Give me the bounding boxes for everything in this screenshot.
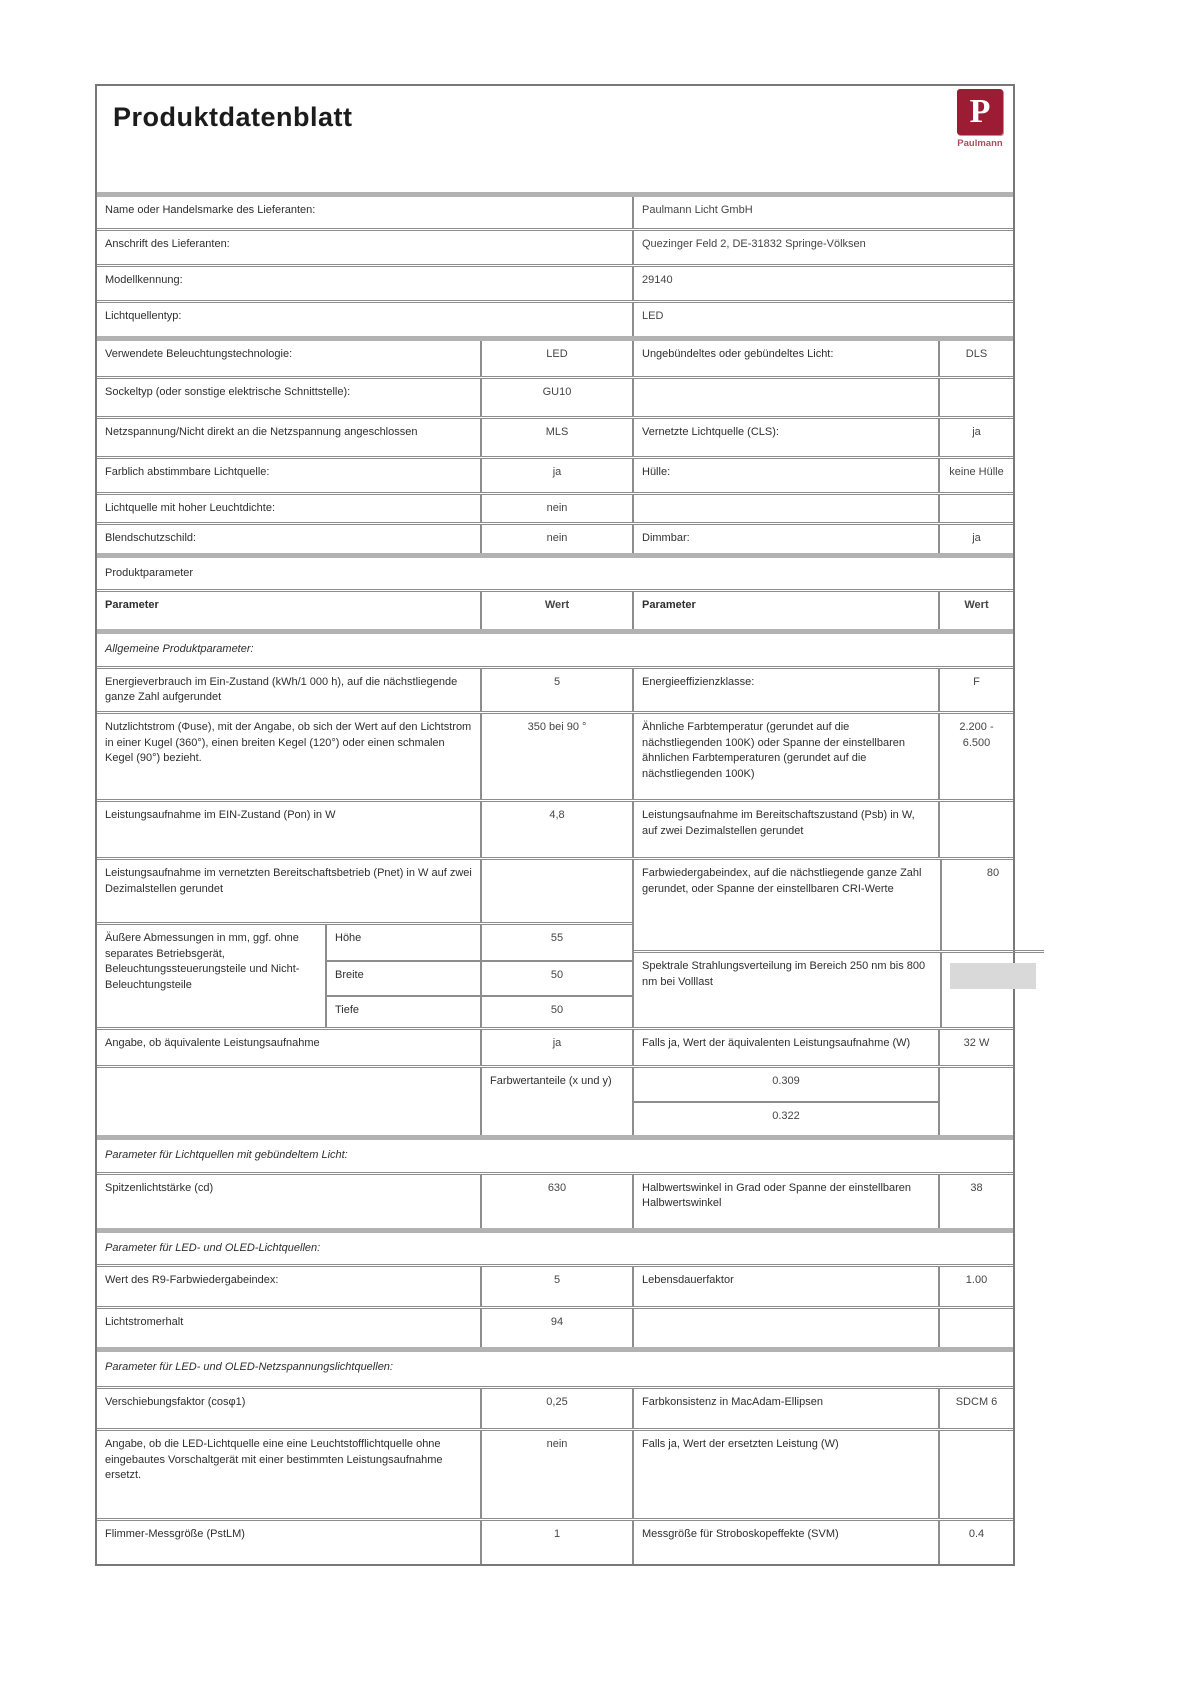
dimension-value: 55 — [480, 925, 632, 960]
field-label: Falls ja, Wert der ersetzten Leistung (W) — [632, 1431, 938, 1518]
field-value: MLS — [480, 419, 632, 456]
section-row — [97, 553, 1013, 589]
field-label: Halbwertswinkel in Grad oder Spanne der einstellbaren Halbwertswinkel — [632, 1175, 938, 1228]
field-value — [938, 495, 1013, 522]
field-label: Hülle: — [632, 459, 938, 492]
brand-name: Paulmann — [957, 138, 1003, 149]
field-value: 0.322 — [634, 1101, 938, 1136]
table-row — [97, 711, 1013, 799]
field-label: Modellkennung: — [105, 274, 183, 286]
field-label — [632, 379, 938, 416]
empty-cell — [97, 1068, 480, 1135]
section-header: Parameter für LED- und OLED-Netzspannungslichtquellen: — [105, 1361, 393, 1374]
paulmann-logo — [954, 89, 1006, 149]
field-value: 80 — [940, 860, 1044, 950]
field-label: Spektrale Strahlungsverteilung im Bereich 250 nm bis 800 nm bei Volllast — [642, 960, 926, 988]
field-label: Lichtquelle mit hoher Leuchtdichte: — [105, 502, 275, 514]
field-value: 94 — [480, 1309, 632, 1347]
field-label: Verschiebungsfaktor (cosφ1) — [105, 1396, 246, 1409]
chromaticity-values — [632, 1068, 938, 1135]
dimension-name: Breite — [325, 960, 480, 995]
section-row — [97, 1347, 1013, 1386]
table-row — [97, 456, 1013, 492]
field-value: 29140 — [632, 267, 1013, 300]
table-row — [97, 192, 1013, 228]
table-row — [97, 1518, 1013, 1564]
field-label: Leistungsaufnahme im Bereitschaftszustand (Psb) in W, auf zwei Dezimalstellen gerundet — [632, 802, 938, 857]
product-datasheet — [95, 84, 1015, 1566]
field-value: 630 — [480, 1175, 632, 1228]
table-row — [97, 228, 1013, 264]
band-left — [97, 860, 632, 1027]
field-label: Nutzlichtstrom (Φuse), mit der Angabe, ob sich der Wert auf den Lichtstrom in einer Kugel (360°), einen breiten Kegel (120°) oder einen schmalen Kegel (90°) bezieht. — [105, 721, 472, 765]
dimension-name: Tiefe — [325, 995, 480, 1027]
field-value: 32 W — [938, 1030, 1013, 1065]
dimension-value: 50 — [480, 960, 632, 995]
field-label: Vernetzte Lichtquelle (CLS): — [632, 419, 938, 456]
field-value: 5 — [480, 1267, 632, 1306]
field-value — [938, 1431, 1013, 1518]
field-label: Lebensdauerfaktor — [632, 1267, 938, 1306]
table-row — [97, 1264, 1013, 1306]
field-value: Paulmann Licht GmbH — [632, 197, 1013, 228]
field-label: Anschrift des Lieferanten: — [105, 238, 230, 250]
field-value: keine Hülle — [938, 459, 1013, 492]
field-value: nein — [480, 525, 632, 552]
field-label: Messgröße für Stroboskopeffekte (SVM) — [632, 1521, 938, 1564]
field-label: Äußere Abmessungen in mm, ggf. ohne separates Betriebsgerät, Beleuchtungssteuerungsteile und Nicht-Beleuchtungsteile — [105, 932, 300, 991]
field-value: 2.200 - 6.500 — [938, 714, 1013, 799]
dimensions-subtable — [97, 922, 632, 1027]
field-label: Farbwiedergabeindex, auf die nächstliegende ganze Zahl gerundet, oder Spanne der einstellbaren CRI-Werte — [642, 867, 922, 895]
field-label: Flimmer-Messgröße (PstLM) — [105, 1528, 245, 1541]
field-value: SDCM 6 — [938, 1389, 1013, 1428]
section-header: Parameter für Lichtquellen mit gebündeltem Licht: — [105, 1149, 348, 1162]
band-right — [632, 860, 1044, 1027]
column-header: Wert — [480, 592, 632, 629]
field-value: 4,8 — [480, 802, 632, 857]
field-value: 350 bei 90 ° — [480, 714, 632, 799]
column-header-row — [97, 589, 1013, 629]
field-label: Netzspannung/Nicht direkt an die Netzspannung angeschlossen — [105, 426, 418, 438]
field-label: Blendschutzschild: — [105, 532, 197, 545]
field-label: Farbwertanteile (x und y) — [480, 1068, 632, 1135]
field-label: Sockeltyp (oder sonstige elektrische Schnittstelle): — [105, 386, 351, 398]
column-header: Parameter — [105, 599, 159, 612]
table-row — [97, 1428, 1013, 1518]
table-row — [97, 376, 1013, 416]
table-row — [97, 264, 1013, 300]
field-value: 5 — [480, 669, 632, 712]
field-value — [938, 379, 1013, 416]
column-header: Parameter — [632, 592, 938, 629]
field-value: LED — [480, 341, 632, 376]
doc-header — [97, 86, 1013, 192]
table-row — [97, 799, 1013, 857]
dimension-value: 50 — [480, 995, 632, 1027]
section-row — [97, 629, 1013, 665]
field-label: Spitzenlichtstärke (cd) — [105, 1181, 214, 1194]
field-label: Farblich abstimmbare Lichtquelle: — [105, 466, 270, 478]
section-row — [97, 1135, 1013, 1171]
section-header: Allgemeine Produktparameter: — [105, 643, 254, 656]
field-value: GU10 — [480, 379, 632, 416]
logo-p-icon: P — [957, 89, 1003, 135]
table-row — [97, 1172, 1013, 1228]
table-row — [97, 1386, 1013, 1428]
field-value: 1.00 — [938, 1267, 1013, 1306]
section-row — [97, 1228, 1013, 1264]
field-value: 1 — [480, 1521, 632, 1564]
field-value: ja — [938, 525, 1013, 552]
field-value: 38 — [938, 1175, 1013, 1228]
field-label: Leistungsaufnahme im EIN-Zustand (Pon) in W — [105, 809, 336, 822]
empty-cell — [938, 1068, 1013, 1135]
field-label: Energieeffizienzklasse: — [632, 669, 938, 712]
table-row — [97, 492, 1013, 522]
field-value: 0,25 — [480, 1389, 632, 1428]
table-row — [97, 416, 1013, 456]
field-label: Ähnliche Farbtemperatur (gerundet auf die nächstliegenden 100K) oder Spanne der einstellbaren ähnlichen Farbtemperaturen (gerundet auf die nächstliegenden 100K) — [632, 714, 938, 799]
field-value: nein — [480, 1431, 632, 1518]
section-header: Parameter für LED- und OLED-Lichtquellen: — [105, 1241, 321, 1254]
field-label: Falls ja, Wert der äquivalenten Leistungsaufnahme (W) — [632, 1030, 938, 1065]
page-title: Produktdatenblatt — [113, 102, 353, 132]
table-band — [97, 857, 1013, 1027]
spectral-distribution-image — [950, 963, 1036, 989]
field-value — [480, 860, 632, 922]
table-row — [97, 300, 1013, 336]
section-header: Produktparameter — [105, 566, 194, 579]
field-label: Ungebündeltes oder gebündeltes Licht: — [632, 341, 938, 376]
field-label: Dimmbar: — [632, 525, 938, 552]
field-value: LED — [632, 303, 1013, 336]
empty-cell — [938, 1309, 1013, 1347]
field-label — [632, 495, 938, 522]
table-row — [97, 1306, 1013, 1347]
field-value: 0.4 — [938, 1521, 1013, 1564]
empty-cell — [632, 1309, 938, 1347]
field-label: Wert des R9-Farbwiedergabeindex: — [105, 1274, 279, 1287]
column-header: Wert — [938, 592, 1013, 629]
field-label: Name oder Handelsmarke des Lieferanten: — [105, 204, 316, 216]
table-row — [97, 666, 1013, 712]
table-row — [97, 1065, 1013, 1135]
field-value: ja — [938, 419, 1013, 456]
field-label: Farbkonsistenz in MacAdam-Ellipsen — [632, 1389, 938, 1428]
field-value: 0.309 — [772, 1075, 800, 1088]
field-value: Quezinger Feld 2, DE-31832 Springe-Völksen — [632, 231, 1013, 264]
field-label: Energieverbrauch im Ein-Zustand (kWh/1 000 h), auf die nächstliegende ganze Zahl aufgerundet — [105, 675, 458, 703]
field-value — [938, 802, 1013, 857]
field-label: Lichtstromerhalt — [105, 1316, 184, 1329]
field-value: DLS — [938, 341, 1013, 376]
table-row — [97, 336, 1013, 376]
table-row — [97, 1027, 1013, 1065]
field-value: F — [938, 669, 1013, 712]
table-row — [97, 522, 1013, 552]
field-label: Leistungsaufnahme im vernetzten Bereitschaftsbetrieb (Pnet) in W auf zwei Dezimalstellen gerundet — [105, 867, 472, 895]
field-label: Verwendete Beleuchtungstechnologie: — [105, 348, 293, 360]
field-value: ja — [480, 459, 632, 492]
dimension-name: Höhe — [325, 925, 480, 960]
field-label: Angabe, ob die LED-Lichtquelle eine eine Leuchtstofflichtquelle ohne eingebautes Vorschaltgerät mit einer bestimmten Leistungsaufnahme ersetzt. — [105, 1438, 443, 1481]
field-label: Angabe, ob äquivalente Leistungsaufnahme — [105, 1037, 320, 1050]
field-value: nein — [480, 495, 632, 522]
field-value: ja — [480, 1030, 632, 1065]
field-label: Lichtquellentyp: — [105, 310, 182, 322]
